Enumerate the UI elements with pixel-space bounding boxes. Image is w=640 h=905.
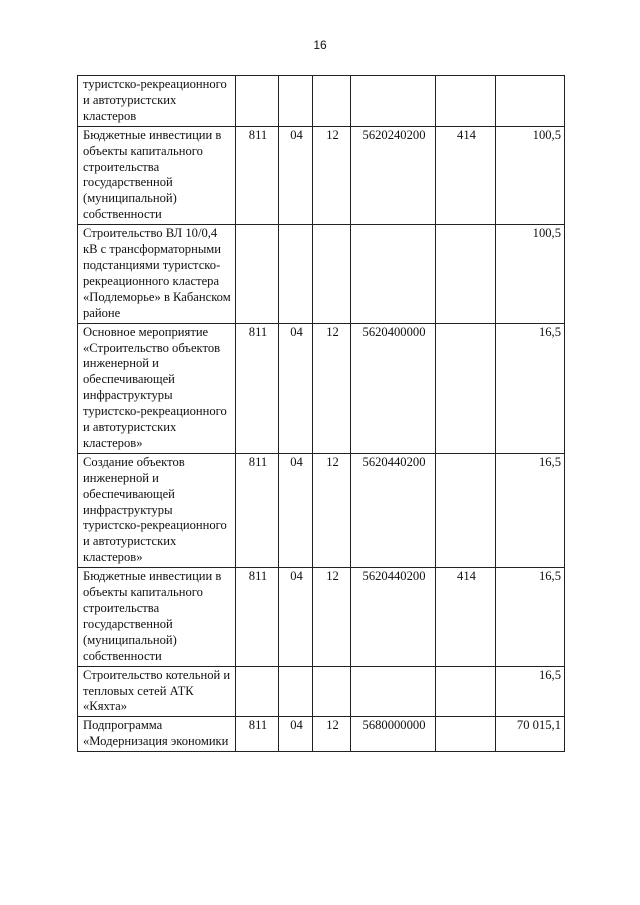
- table-row: [78, 225, 565, 323]
- row-name: Основное мероприятие «Строительство объектов инженерной и обеспечивающей инфраструктуры туристско-рекреационного и автотуристских кластеров»: [78, 323, 236, 453]
- row-amount: 16,5: [496, 666, 565, 717]
- row-amount: 16,5: [496, 568, 565, 666]
- row-admin-code: 811: [236, 717, 279, 752]
- row-expense-kind: 414: [436, 126, 496, 224]
- row-amount: [496, 76, 565, 127]
- row-name: туристско-рекреационного и автотуристских кластеров: [78, 76, 236, 127]
- table-row: [78, 453, 565, 567]
- budget-table-body: [78, 76, 565, 752]
- row-admin-code: 811: [236, 126, 279, 224]
- table-row: [78, 568, 565, 666]
- row-subsection-code: 12: [313, 453, 351, 567]
- row-section-code: 04: [279, 717, 313, 752]
- row-admin-code: [236, 225, 279, 323]
- row-subsection-code: 12: [313, 717, 351, 752]
- row-subsection-code: 12: [313, 323, 351, 453]
- row-name: Строительство котельной и тепловых сетей АТК «Кяхта»: [78, 666, 236, 717]
- table-row: [78, 76, 565, 127]
- row-target-code: 5620400000: [351, 323, 436, 453]
- row-expense-kind: [436, 225, 496, 323]
- row-amount: 70 015,1: [496, 717, 565, 752]
- budget-table: [77, 75, 565, 752]
- row-admin-code: [236, 666, 279, 717]
- row-expense-kind: [436, 453, 496, 567]
- row-admin-code: 811: [236, 323, 279, 453]
- row-admin-code: 811: [236, 568, 279, 666]
- row-name: Подпрограмма «Модернизация экономики: [78, 717, 236, 752]
- table-row: [78, 666, 565, 717]
- row-amount: 16,5: [496, 453, 565, 567]
- table-row: [78, 717, 565, 752]
- row-name: Бюджетные инвестиции в объекты капитального строительства государственной (муниципальной) собственности: [78, 568, 236, 666]
- row-subsection-code: [313, 225, 351, 323]
- row-section-code: 04: [279, 453, 313, 567]
- row-target-code: [351, 666, 436, 717]
- row-section-code: 04: [279, 323, 313, 453]
- row-subsection-code: 12: [313, 568, 351, 666]
- row-name: Строительство ВЛ 10/0,4 кВ с трансформаторными подстанциями туристско-рекреационного кластера «Подлеморье» в Кабанском районе: [78, 225, 236, 323]
- row-name: Бюджетные инвестиции в объекты капитального строительства государственной (муниципальной) собственности: [78, 126, 236, 224]
- row-section-code: [279, 225, 313, 323]
- row-target-code: [351, 76, 436, 127]
- row-target-code: 5680000000: [351, 717, 436, 752]
- row-expense-kind: [436, 666, 496, 717]
- row-subsection-code: [313, 666, 351, 717]
- row-section-code: 04: [279, 126, 313, 224]
- row-section-code: 04: [279, 568, 313, 666]
- row-admin-code: [236, 76, 279, 127]
- row-expense-kind: [436, 76, 496, 127]
- row-name: Создание объектов инженерной и обеспечивающей инфраструктуры туристско-рекреационного и автотуристских кластеров»: [78, 453, 236, 567]
- row-amount: 100,5: [496, 225, 565, 323]
- row-target-code: [351, 225, 436, 323]
- table-row: [78, 323, 565, 453]
- row-amount: 16,5: [496, 323, 565, 453]
- row-target-code: 5620240200: [351, 126, 436, 224]
- row-subsection-code: 12: [313, 126, 351, 224]
- row-expense-kind: 414: [436, 568, 496, 666]
- page-number: 16: [313, 38, 327, 52]
- row-target-code: 5620440200: [351, 453, 436, 567]
- row-amount: 100,5: [496, 126, 565, 224]
- table-row: [78, 126, 565, 224]
- row-target-code: 5620440200: [351, 568, 436, 666]
- row-expense-kind: [436, 323, 496, 453]
- row-expense-kind: [436, 717, 496, 752]
- row-section-code: [279, 666, 313, 717]
- row-subsection-code: [313, 76, 351, 127]
- row-admin-code: 811: [236, 453, 279, 567]
- row-section-code: [279, 76, 313, 127]
